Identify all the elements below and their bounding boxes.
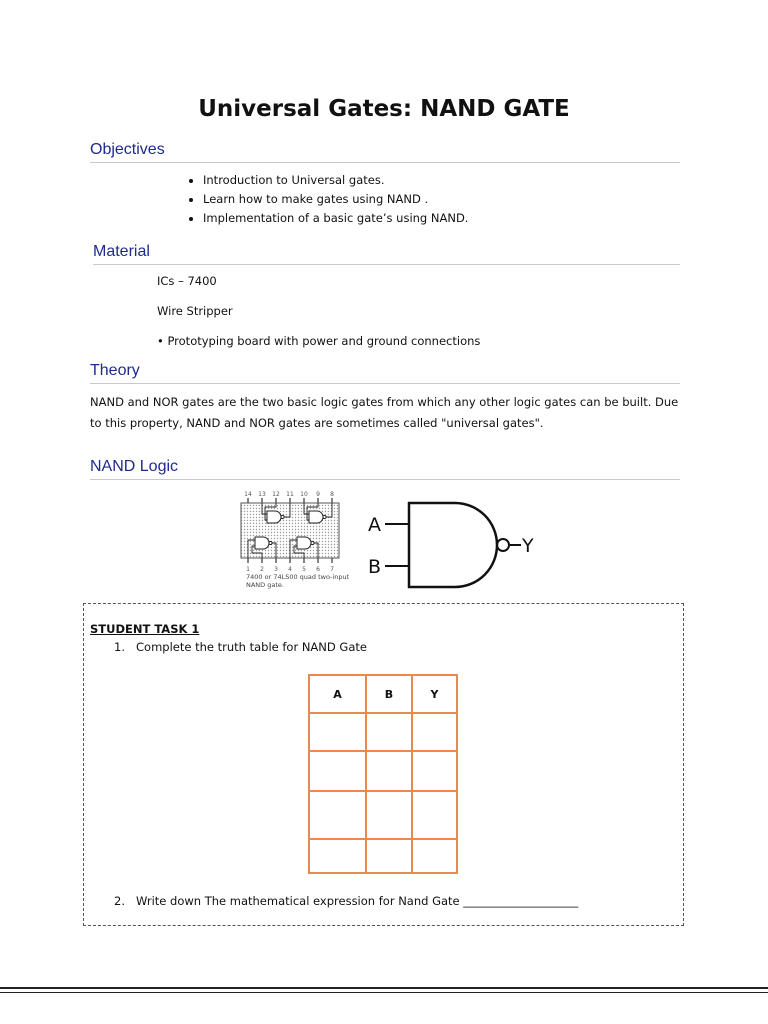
gate-output-label: Y: [522, 535, 534, 557]
truth-table-cell[interactable]: [366, 791, 412, 839]
task-item-1: [114, 640, 367, 654]
truth-table-cell[interactable]: [366, 713, 412, 751]
ic-caption: [246, 573, 349, 589]
truth-table-cell[interactable]: [309, 839, 366, 873]
ic-pin-label: 6: [316, 566, 320, 573]
ic-pin-label: 12: [272, 491, 280, 498]
truth-table-cell[interactable]: [412, 751, 457, 791]
ic-pin-label: 9: [316, 491, 320, 498]
page-title: Universal Gates: NAND GATE: [198, 96, 570, 122]
footer-rule: [0, 987, 768, 989]
truth-table-header-y: Y: [412, 675, 457, 713]
theory-heading: Theory: [90, 362, 680, 384]
truth-table: [308, 674, 458, 874]
task-item-number: 1.: [114, 640, 125, 654]
ic-pin-label: 3: [274, 566, 278, 573]
ic-pin-label: 13: [258, 491, 266, 498]
material-heading: Material: [93, 243, 680, 265]
table-row: [309, 751, 457, 791]
ic-pin-label: 8: [330, 491, 334, 498]
material-item-wire-stripper: Wire Stripper: [157, 304, 233, 318]
nand-gate-symbol: [363, 495, 539, 591]
gate-input-a-label: A: [368, 514, 381, 536]
ic-pin-label: 14: [244, 491, 252, 498]
table-row: [309, 713, 457, 751]
objective-item: • Introduction to Universal gates.: [203, 172, 468, 188]
truth-table-cell[interactable]: [309, 751, 366, 791]
objectives-heading: Objectives: [90, 141, 680, 163]
truth-table-cell[interactable]: [309, 713, 366, 751]
truth-table-cell[interactable]: [366, 839, 412, 873]
ic-pin-label: 2: [260, 566, 264, 573]
task-item-text: Write down The mathematical expression for Nand Gate ____________________: [136, 894, 579, 908]
ic-caption-line: NAND gate.: [246, 581, 284, 589]
ic-caption-line: 7400 or 74LS00 quad two-input: [246, 573, 350, 581]
truth-table-cell[interactable]: [412, 791, 457, 839]
ic-pin-label: 5: [302, 566, 306, 573]
truth-table-cell[interactable]: [309, 791, 366, 839]
ic-pin-label: 10: [300, 491, 308, 498]
truth-table-cell[interactable]: [366, 751, 412, 791]
table-row: [309, 839, 457, 873]
nand-logic-heading: NAND Logic: [90, 458, 680, 480]
ic-pin-label: 7: [330, 566, 334, 573]
truth-table-header-b: B: [366, 675, 412, 713]
theory-paragraph: NAND and NOR gates are the two basic logic gates from which any other logic gates can be built. Due to this property, NAND and NOR gates are sometimes called "universal gates".: [90, 395, 679, 430]
truth-table-cell[interactable]: [412, 713, 457, 751]
gate-input-b-label: B: [368, 556, 382, 578]
footer-rule: [0, 992, 768, 993]
ic-pin-label: 11: [286, 491, 294, 498]
truth-table-cell[interactable]: [412, 839, 457, 873]
material-item-prototyping-board: • Prototyping board with power and ground connections: [157, 334, 481, 348]
material-item-ic: ICs – 7400: [157, 274, 217, 288]
task-item-number: 2.: [114, 894, 125, 908]
objective-item: • Implementation of a basic gate’s using NAND.: [203, 210, 468, 226]
task-item-2: [114, 894, 578, 908]
table-row: [309, 791, 457, 839]
ic-pin-label: 4: [288, 566, 292, 573]
ic-pin-label: 1: [246, 566, 250, 573]
student-task-title: STUDENT TASK 1: [90, 622, 200, 636]
objectives-list: [176, 172, 468, 229]
truth-table-header-a: A: [309, 675, 366, 713]
task-item-text: Complete the truth table for NAND Gate: [136, 640, 367, 654]
objective-item: • Learn how to make gates using NAND .: [203, 191, 468, 207]
